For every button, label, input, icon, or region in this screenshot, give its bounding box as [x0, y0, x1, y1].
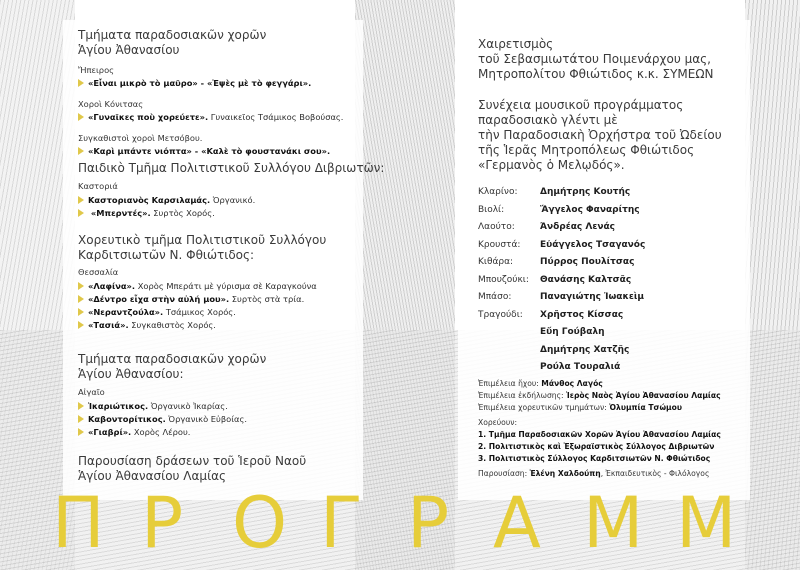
bullet-icon — [78, 147, 84, 155]
credit-line: Ἐπιμέλεια ἐκδήλωσης: Ἱερὸς Ναὸς Ἁγίου Ἀθανασίου Λαμίας — [478, 391, 721, 400]
region-label: Αἰγαῖο — [78, 387, 105, 397]
section3-list — [78, 266, 317, 332]
region-label: Ἤπειρος — [78, 65, 115, 75]
dance-line: «Λαφίνα». Χορὸς Μπεράτι μὲ γύρισμα σὲ Καραγκούνα — [78, 280, 317, 293]
bullet-icon — [78, 113, 84, 121]
dance-line: Καστοριανὸς Καρσιλαμάς. Ὀργανικό. — [78, 194, 255, 207]
title-letter: Ρ — [141, 482, 184, 564]
bullet-icon — [78, 428, 84, 436]
dancer-group: 3. Πολιτιστικὸς Σύλλογος Καρδιτσιωτῶν Ν. Φθιώτιδος — [478, 454, 711, 463]
bullet-icon — [78, 196, 84, 204]
title-letter: Μ — [583, 482, 644, 564]
program-title — [0, 482, 800, 564]
credit-line: Ἐπιμέλεια χορευτικῶν τμημάτων: Ὀλυμπία Τσώμου — [478, 403, 682, 412]
bullet-icon — [78, 295, 84, 303]
dancer-group: 1. Τμῆμα Παραδοσιακῶν Χορῶν Ἁγίου Ἀθανασίου Λαμίας — [478, 430, 721, 439]
dance-line: «Νεραντζούλα». Τσάμικος Χορός. — [78, 306, 317, 319]
dance-line: «Μπερντές». Συρτὸς Χορός. — [78, 207, 255, 220]
dance-line: Ἰκαριώτικος. Ὀργανικὸ Ἰκαρίας. — [78, 400, 247, 413]
bullet-icon — [78, 415, 84, 423]
credit-line: Ἐπιμέλεια ἤχου: Μάνθος Λαγός — [478, 379, 603, 388]
bullet-icon — [78, 321, 84, 329]
section4-title: Τμήματα παραδοσιακῶν χορῶν Ἁγίου Ἀθανασίου: — [78, 352, 267, 381]
section1-groups — [78, 64, 343, 158]
title-letter: Ρ — [407, 482, 450, 564]
dancers-label: Χορεύουν: — [478, 418, 518, 427]
title-letter: Ο — [232, 482, 288, 564]
region-label: Συγκαθιστοὶ χοροὶ Μετσόβου. — [78, 133, 203, 143]
section3-title: Χορευτικὸ τμῆμα Πολιτιστικοῦ Συλλόγου Καρδιτσιωτῶν Ν. Φθιώτιδος: — [78, 233, 327, 262]
title-letter: Μ — [676, 482, 737, 564]
bullet-icon — [78, 79, 84, 87]
presentation-line: Παρουσίαση: Ἑλένη Χαλδούπη, Ἐκπαιδευτικὸς - Φιλόλογος — [478, 469, 710, 478]
dance-line: «Καρὶ μπάντε νιόπτα» - «Καλὲ τὸ φουστανάκι σου». — [78, 145, 343, 158]
dancer-group: 2. Πολιτιστικὸς καὶ Ἐξωραϊστικὸς Σύλλογος Διβριωτῶν — [478, 442, 715, 451]
section2-title: Παιδικὸ Τμῆμα Πολιτιστικοῦ Συλλόγου Διβριωτῶν: — [78, 161, 385, 175]
region-label: Θεσσαλία — [78, 267, 119, 277]
region-label: Χοροὶ Κόνιτσας — [78, 99, 144, 109]
section4-list — [78, 386, 247, 439]
bullet-icon — [78, 282, 84, 290]
greeting-block: Χαιρετισμὸς τοῦ Σεβασμιωτάτου Ποιμενάρχου μας, Μητροπολίτου Φθιώτιδος κ.κ. ΣΥΜΕΩΝ — [478, 37, 714, 81]
title-letter: Π — [52, 482, 105, 564]
title-letter: Γ — [320, 482, 359, 564]
dance-line: «Δέντρο εἶχα στὴν αὐλή μου». Συρτὸς στὰ τρία. — [78, 293, 317, 306]
dance-line: «Γιαβρί». Χορὸς Λέρου. — [78, 426, 247, 439]
bullet-icon — [78, 209, 84, 217]
dance-line: Καβοντορίτικος. Ὀργανικὸ Εὐβοίας. — [78, 413, 247, 426]
continuation-block: Συνέχεια μουσικοῦ προγράμματος παραδοσιακὸ γλέντι μὲ τὴν Παραδοσιακὴ Ὀρχήστρα τοῦ Ὠδείου τῆς Ἱερᾶς Μητροπόλεως Φθιώτιδος «Γερμανὸς ὁ Μελῳδός». — [478, 98, 722, 172]
dance-line: «Γυναῖκες ποὺ χορεύετε». Γυναικεῖος Τσάμικος Βοβούσας. — [78, 111, 343, 124]
section5-title: Παρουσίαση δράσεων τοῦ Ἱεροῦ Ναοῦ Ἁγίου Ἀθανασίου Λαμίας — [78, 454, 307, 483]
credits-block — [478, 378, 721, 480]
section1-title: Τμήματα παραδοσιακῶν χορῶν Ἁγίου Ἀθανασίου — [78, 28, 267, 57]
bullet-icon — [78, 308, 84, 316]
section2-list — [78, 180, 255, 220]
title-letter: Α — [493, 482, 541, 564]
dance-line: «Εἶναι μικρὸ τὸ μαῦρο» - «Ἐψὲς μὲ τὸ φεγγάρι». — [78, 77, 343, 90]
region-label: Καστοριά — [78, 181, 118, 191]
bullet-icon — [78, 402, 84, 410]
dance-line: «Τασιά». Συγκαθιστὸς Χορός. — [78, 319, 317, 332]
